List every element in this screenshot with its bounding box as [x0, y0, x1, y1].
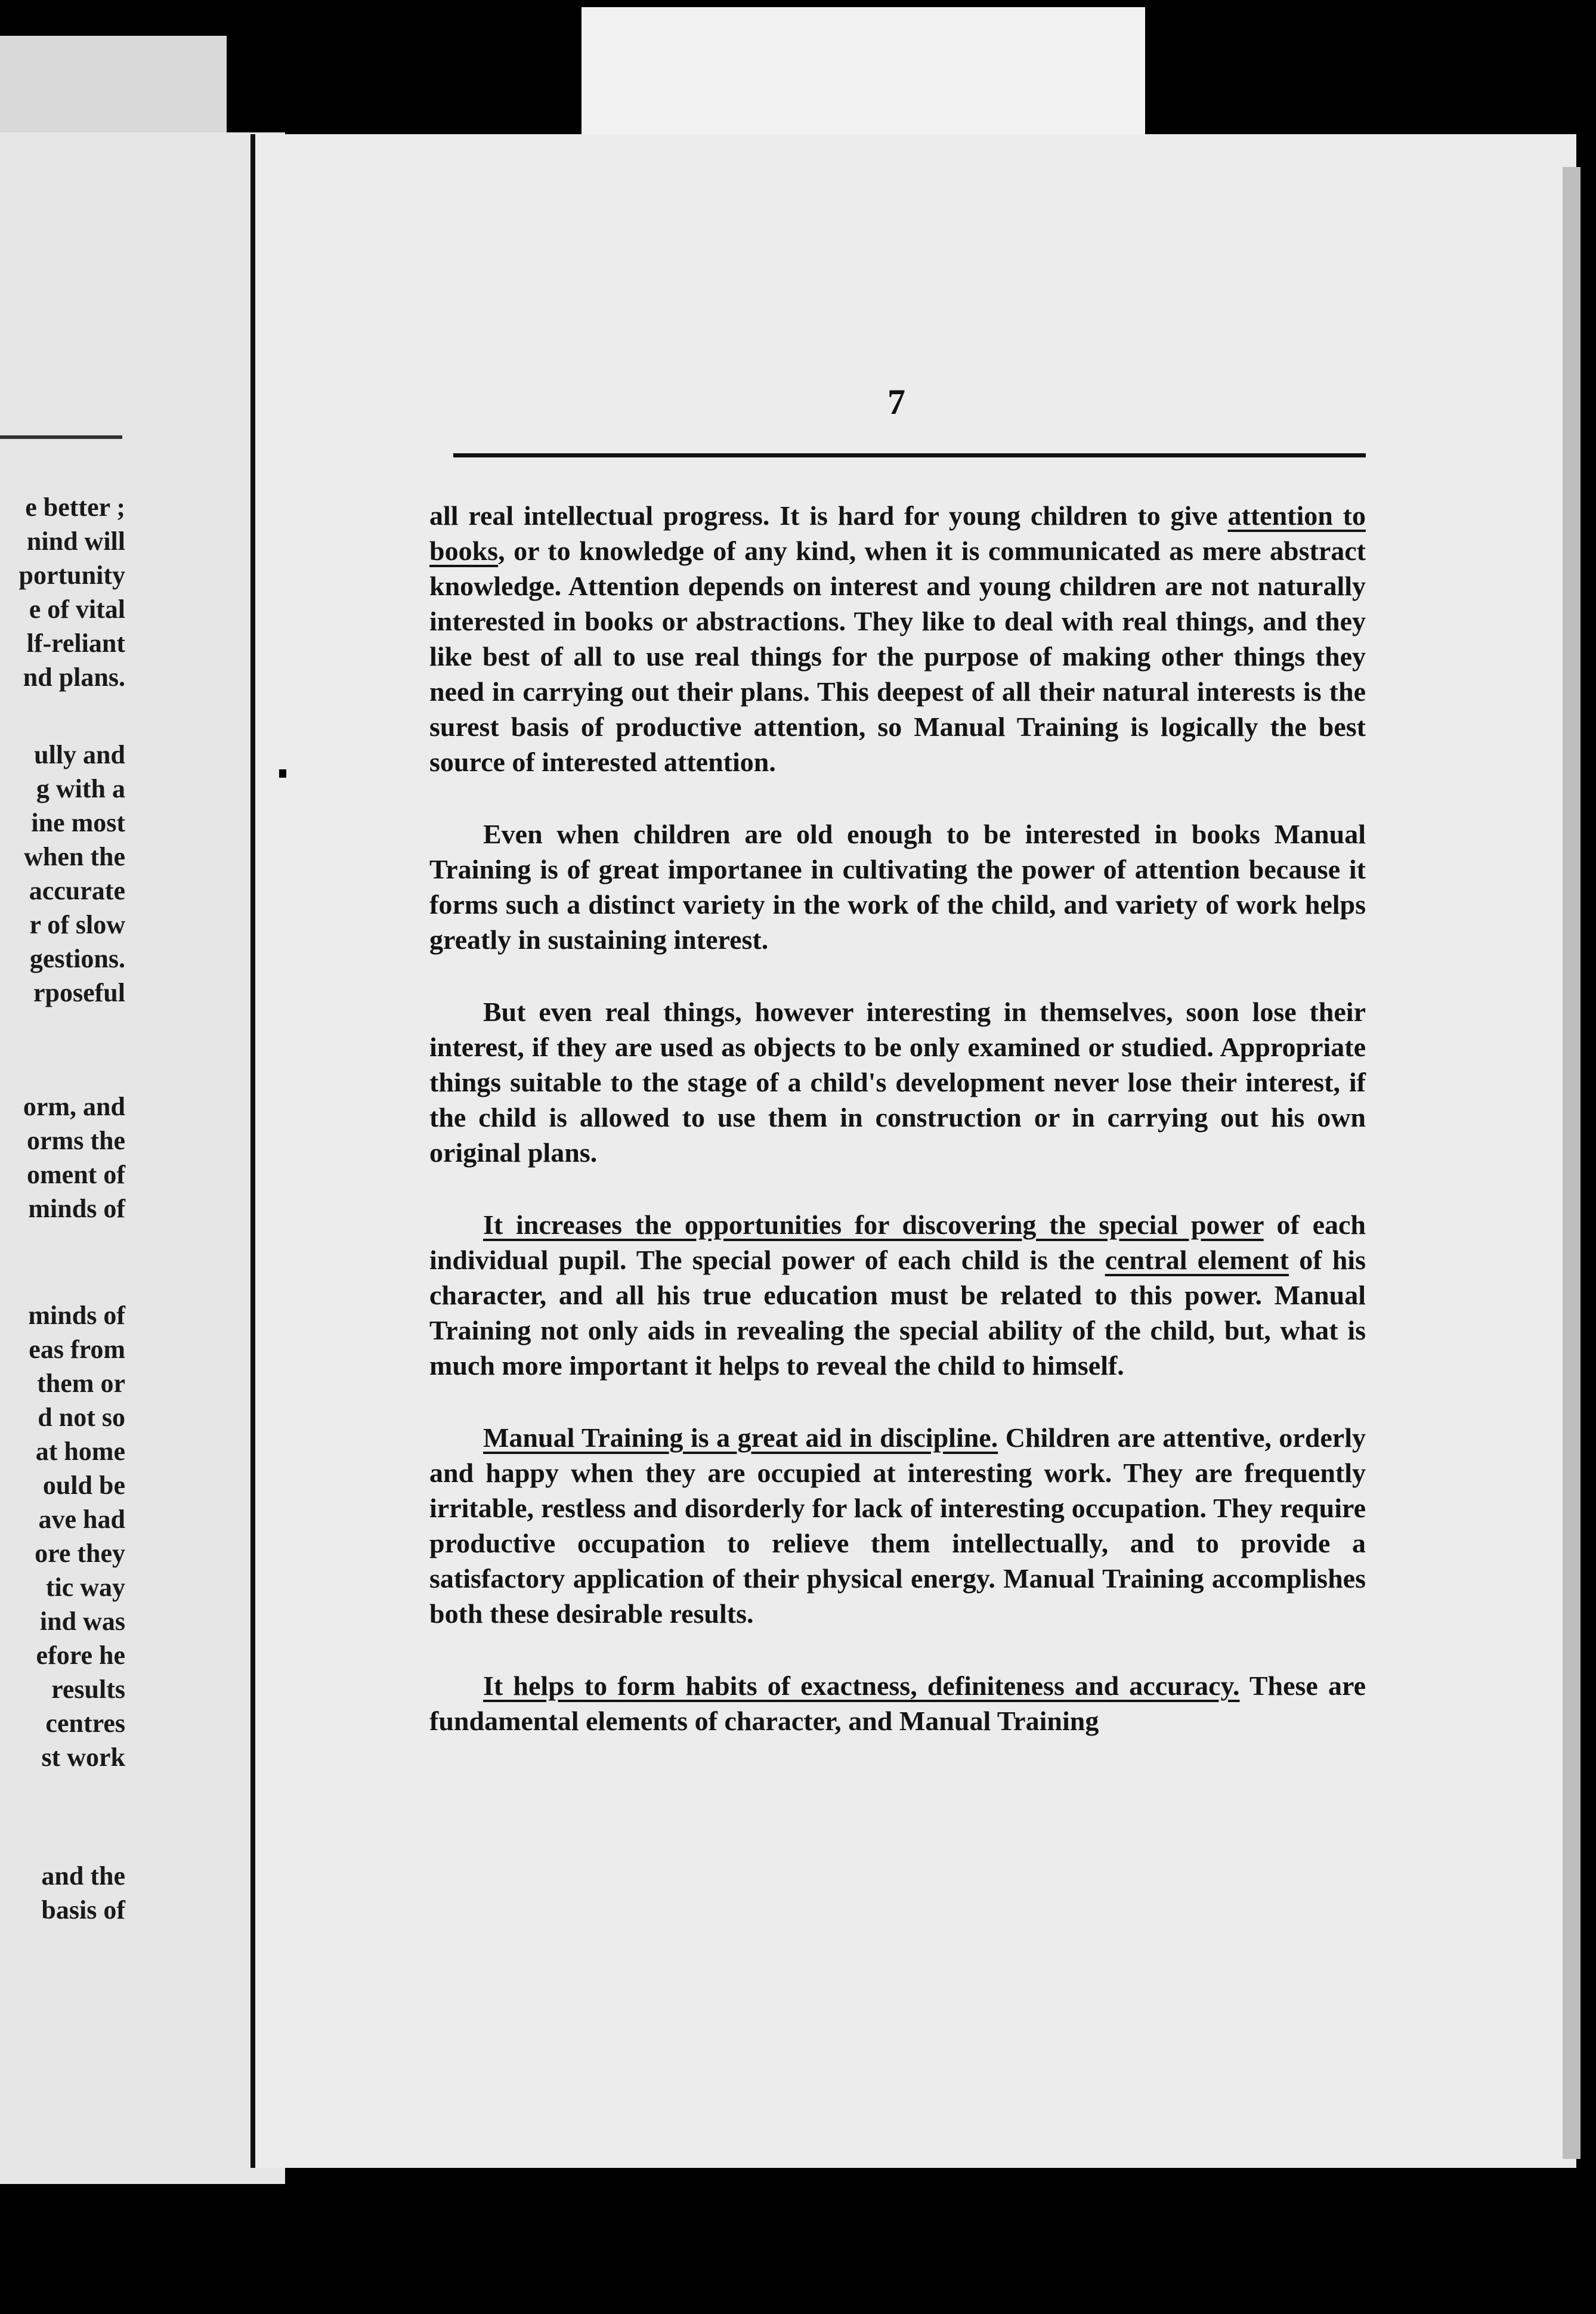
header-rule: [453, 453, 1366, 457]
facing-page-line: r of slow: [29, 910, 125, 939]
facing-page-line: e better ;: [25, 493, 125, 522]
text-run: Children are attentive, orderly and happy when they are occupied at interesting work. They are frequently irritable, restless and disorderly for lack of interesting occupation. They require productive occupation to relieve them intellectually, and to provide a satisfactory application of their physical energy. Manual Training accomplishes both these desirable results.: [429, 1422, 1366, 1629]
background-paper-left: [0, 36, 227, 143]
text-run: These are fundamental elements of character, and Manual Training: [429, 1670, 1366, 1736]
facing-page-line: ave had: [38, 1505, 125, 1534]
paragraph: [429, 1207, 1366, 1383]
facing-page-line: minds of: [28, 1194, 125, 1223]
paragraph: [429, 498, 1366, 779]
paragraph: [429, 816, 1366, 957]
text-run: , or to knowledge of any kind, when it is communicated as mere abstract knowledge. Attention depends on interest and young children are not naturally interested in books or abstractions. They like to deal with real things, and they like best of all to use real things for the purpose of making other things they need in carrying out their plans. This deepest of all their natural interests is the surest basis of productive attention, so Manual Training is logically the best source of interested attention.: [429, 536, 1366, 777]
facing-page-line: orms the: [27, 1126, 125, 1155]
facing-page-line: centres: [45, 1709, 125, 1738]
facing-page-line: minds of: [28, 1301, 125, 1330]
page-number: 7: [887, 382, 905, 422]
paragraph: [429, 994, 1366, 1170]
facing-page-line: ore they: [35, 1539, 125, 1568]
facing-page-rule: [0, 435, 122, 439]
facing-page-line: portunity: [18, 561, 125, 590]
facing-page-line: tic way: [45, 1573, 125, 1602]
facing-page-line: e of vital: [29, 595, 125, 624]
underlined-text: central element: [1105, 1245, 1289, 1275]
text-run: of each individual pupil. The special power of each child is the: [429, 1209, 1366, 1275]
background-paper-top: [582, 7, 1145, 144]
facing-page-line: eas from: [29, 1335, 125, 1364]
facing-page-line: nd plans.: [23, 663, 125, 692]
facing-page-line: at home: [35, 1437, 125, 1466]
facing-page-line: g with a: [36, 774, 125, 803]
underlined-text: attention to books: [429, 500, 1366, 566]
text-run: But even real things, however interesting in themselves, soon lose their interest, if they are used as objects to be only examined or studied. Appropriate things suitable to the stage of a child's development never lose their interest, if the child is allowed to use them in construction or in carrying out his own original plans.: [429, 997, 1366, 1168]
facing-page-line: lf-reliant: [26, 629, 125, 658]
text-run: It is hard for young children to give: [769, 500, 1228, 531]
underlined-text: It increases the opportunities for discovering the special power: [483, 1209, 1264, 1240]
text-run: Even when children are old enough to be interested in books Manual Training is of great importanee in cultivating the power of attention because it forms such a distinct variety in the work of the child, and variety of work helps greatly in sustaining interest.: [429, 819, 1366, 955]
facing-page-line: efore he: [36, 1641, 125, 1670]
facing-page-line: oment of: [27, 1160, 125, 1189]
facing-page-line: them or: [37, 1369, 125, 1398]
paragraph: [429, 1668, 1366, 1738]
facing-page-line: gestions.: [29, 944, 125, 973]
paragraph: [429, 1420, 1366, 1631]
facing-page-line: accurate: [29, 876, 125, 905]
body-text: [429, 498, 1366, 1775]
facing-page-line: d not so: [38, 1403, 125, 1432]
facing-page-line: rposeful: [33, 978, 125, 1007]
underlined-text: Manual Training is a great aid in discipline.: [483, 1422, 998, 1453]
text-run: of his character, and all his true education must be related to this power. Manual Training not only aids in revealing the special ability of the child, but, what is much more important it helps to reveal the child to himself.: [429, 1245, 1366, 1381]
facing-page-line: nind will: [26, 527, 125, 556]
facing-page-line: ind was: [39, 1607, 125, 1636]
facing-page: [0, 132, 285, 2184]
facing-page-line: st work: [41, 1743, 125, 1772]
spine-mark: [279, 769, 286, 778]
facing-page-line: basis of: [41, 1895, 125, 1925]
text-run: all real intellectual progress.: [429, 500, 770, 531]
underlined-text: It helps to form habits of exactness, definiteness and accuracy.: [483, 1670, 1240, 1701]
facing-page-line: ould be: [42, 1471, 125, 1500]
facing-page-line: ully and: [34, 740, 125, 769]
facing-page-line: orm, and: [23, 1092, 125, 1121]
facing-page-line: results: [51, 1675, 125, 1704]
page-edge-shadow: [1563, 167, 1580, 2159]
facing-page-line: when the: [24, 842, 125, 871]
facing-page-line: and the: [41, 1861, 125, 1891]
facing-page-line: ine most: [31, 808, 125, 837]
